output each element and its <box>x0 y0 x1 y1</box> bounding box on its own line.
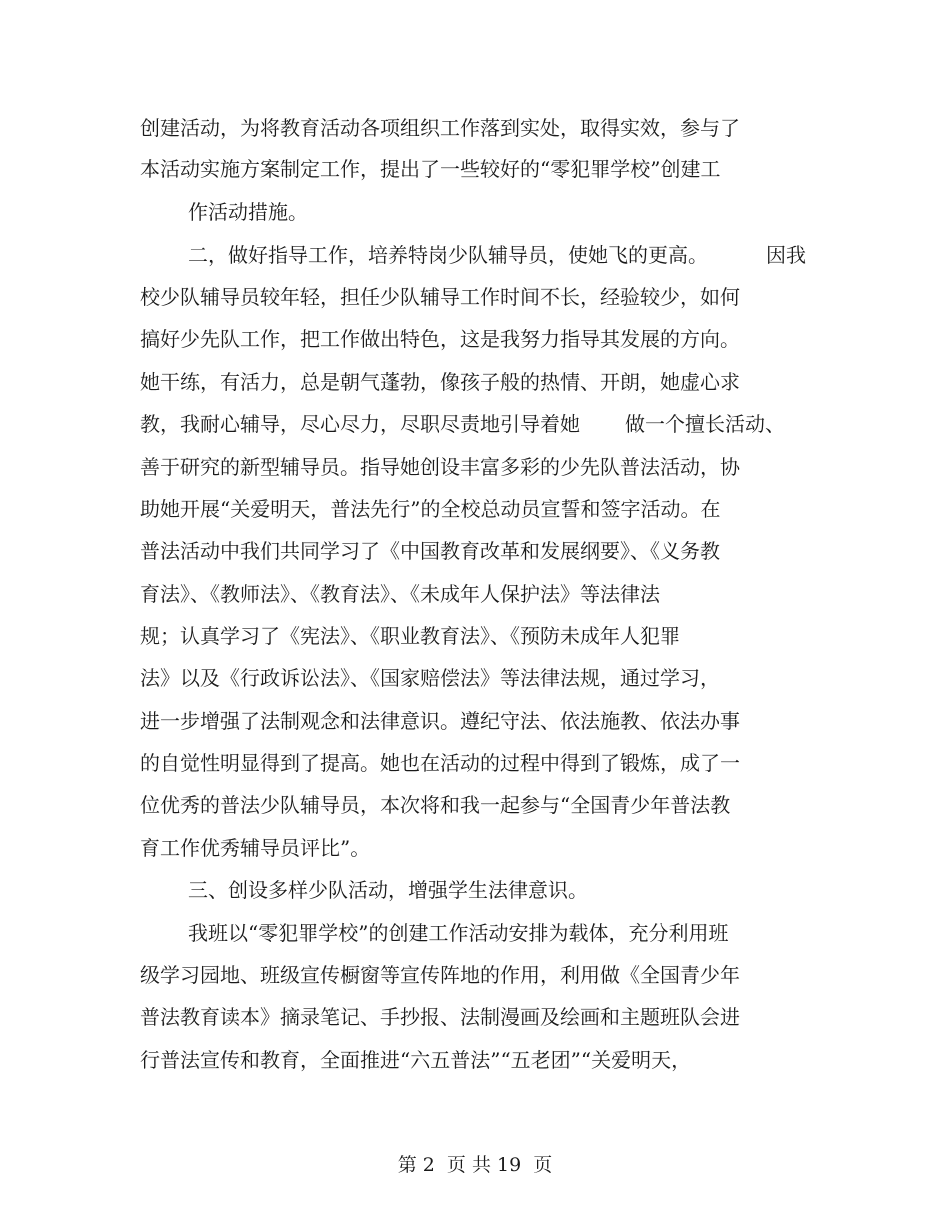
paragraph-line: 进一步增强了法制观念和法律意识。遵纪守法、依法施教、依法办事 <box>140 709 740 733</box>
paragraph-line: 作活动措施。 <box>188 200 308 224</box>
paragraph-line: 她干练，有活力，总是朝气蓬勃，像孩子般的热情、开朗，她虚心求 <box>140 370 740 394</box>
paragraph-line: 行普法宣传和教育，全面推进“六五普法”“五老团”“关爱明天， <box>140 1048 692 1072</box>
paragraph-line: 育法》、《教师法》、《教育法》、《未成年人保护法》等法律法 <box>140 582 660 606</box>
paragraph-text: 做一个擅长活动、 <box>625 412 785 436</box>
paragraph-text: 教，我耐心辅导，尽心尽力，尽职尽责地引导着她 <box>140 412 580 436</box>
paragraph-line: 规；认真学习了《宪法》、《职业教育法》、《预防未成年人犯罪 <box>140 624 680 648</box>
paragraph-line: 位优秀的普法少队辅导员，本次将和我一起参与“全国青少年普法教 <box>140 793 731 817</box>
paragraph-line: 法》以及《行政诉讼法》、《国家赔偿法》等法律法规，通过学习， <box>140 666 720 690</box>
paragraph-line: 育工作优秀辅导员评比”。 <box>140 836 371 860</box>
section-heading-text: 二，做好指导工作，培养特岗少队辅导员，使她飞的更高。 <box>188 243 708 267</box>
paragraph-line: 我班以“零犯罪学校”的创建工作活动安排为载体，充分利用班 <box>188 921 729 945</box>
paragraph-line: 校少队辅导员较年轻，担任少队辅导工作时间不长，经验较少，如何 <box>140 285 740 309</box>
section-heading-2 <box>188 243 806 267</box>
paragraph-text: 因我 <box>766 243 806 267</box>
paragraph-line: 本活动实施方案制定工作，提出了一些较好的“零犯罪学校”创建工 <box>140 157 721 181</box>
paragraph-line: 助她开展“关爱明天，普法先行”的全校总动员宣誓和签字活动。在 <box>140 497 721 521</box>
paragraph-line: 善于研究的新型辅导员。指导她创设丰富多彩的少先队普法活动，协 <box>140 455 740 479</box>
section-heading-3: 三、创设多样少队活动，增强学生法律意识。 <box>188 878 588 902</box>
page-number-footer: 第 2 页 共 19 页 <box>397 1154 553 1176</box>
paragraph-line <box>140 412 785 436</box>
paragraph-line: 普法教育读本》摘录笔记、手抄报、法制漫画及绘画和主题班队会进 <box>140 1005 740 1029</box>
paragraph-line: 级学习园地、班级宣传橱窗等宣传阵地的作用，利用做《全国青少年 <box>140 963 740 987</box>
paragraph-line: 的自觉性明显得到了提高。她也在活动的过程中得到了锻炼，成了一 <box>140 751 740 775</box>
paragraph-line: 创建活动，为将教育活动各项组织工作落到实处，取得实效，参与了 <box>140 116 740 140</box>
paragraph-line: 搞好少先队工作，把工作做出特色，这是我努力指导其发展的方向。 <box>140 327 740 351</box>
paragraph-line: 普法活动中我们共同学习了《中国教育改革和发展纲要》、《义务教 <box>140 539 720 563</box>
